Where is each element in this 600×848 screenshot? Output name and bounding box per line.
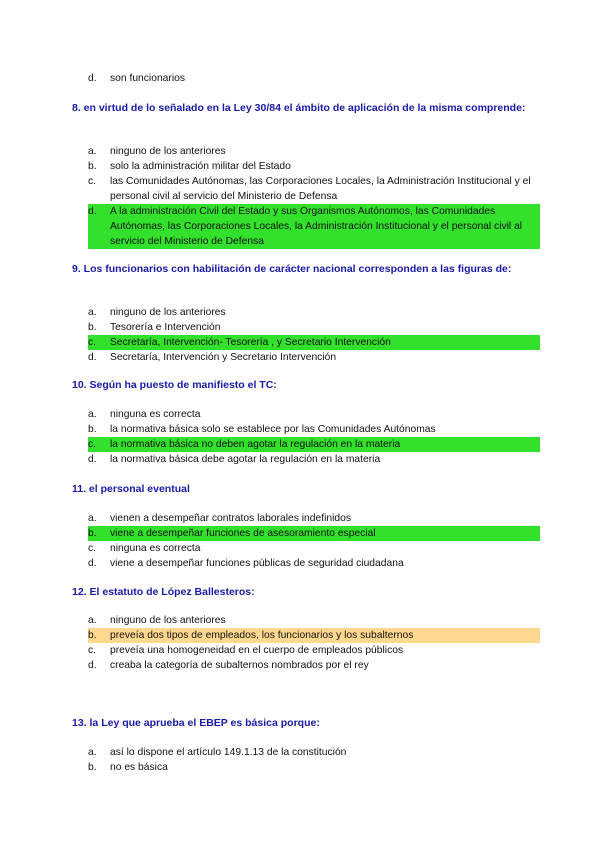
option-letter: a. <box>88 409 97 420</box>
option-letter: c. <box>88 645 97 656</box>
option-list-q11 <box>88 511 540 571</box>
question-11-title: 11. el personal eventual <box>72 483 190 495</box>
option-b <box>88 320 540 335</box>
option-letter: a. <box>88 747 97 758</box>
option-b <box>88 159 540 174</box>
option-c-correct <box>88 437 540 452</box>
option-a <box>88 613 540 628</box>
option-d <box>88 71 540 86</box>
option-list-q9 <box>88 305 540 365</box>
option-b <box>88 422 540 437</box>
option-text: Secretaría, Intervención- Tesorería , y Secretario Intervención <box>110 337 391 348</box>
option-letter: d. <box>88 73 97 84</box>
option-text: vienen a desempeñar contratos laborales indefinidos <box>110 513 351 524</box>
option-letter: c. <box>88 439 97 450</box>
option-b-selected <box>88 628 540 643</box>
option-letter: b. <box>88 161 97 172</box>
question-8-title: 8. en virtud de lo señalado en la Ley 30/84 el ámbito de aplicación de la misma comprende: <box>72 102 526 114</box>
option-d <box>88 350 540 365</box>
option-list-q10 <box>88 407 540 467</box>
option-text: preveía dos tipos de empleados, los funcionarios y los subalternos <box>110 630 414 641</box>
option-text: creaba la categoría de subalternos nombrados por el rey <box>110 660 369 671</box>
option-text: ninguno de los anteriores <box>110 146 226 157</box>
option-c <box>88 174 540 204</box>
option-d <box>88 556 540 571</box>
option-text: A la administración Civil del Estado y sus Organismos Autónomos, las Comunidades Autónomas, las Corporaciones Locales, la Administración Institucional y el personal civil al servicio del Ministerio de Defensa <box>110 206 523 247</box>
option-b <box>88 760 540 775</box>
option-letter: c. <box>88 176 97 187</box>
option-letter: b. <box>88 424 97 435</box>
option-list-q13 <box>88 745 540 775</box>
option-d <box>88 452 540 467</box>
option-d <box>88 658 540 673</box>
option-letter: d. <box>88 206 97 217</box>
option-text: Secretaría, Intervención y Secretario Intervención <box>110 352 337 363</box>
option-list-prev <box>88 71 540 86</box>
question-10-title: 10. Según ha puesto de manifiesto el TC: <box>72 379 277 391</box>
option-c <box>88 541 540 556</box>
option-letter: b. <box>88 322 97 333</box>
option-letter: d. <box>88 558 97 569</box>
option-letter: b. <box>88 528 97 539</box>
option-letter: a. <box>88 307 97 318</box>
option-text: ninguna es correcta <box>110 409 201 420</box>
option-letter: d. <box>88 454 97 465</box>
option-c <box>88 643 540 658</box>
option-text: no es básica <box>110 762 168 773</box>
option-letter: d. <box>88 352 97 363</box>
option-text: son funcionarios <box>110 73 185 84</box>
option-d-correct <box>88 204 540 249</box>
option-b-correct <box>88 526 540 541</box>
option-letter: a. <box>88 146 97 157</box>
option-letter: c. <box>88 543 97 554</box>
option-a <box>88 144 540 159</box>
option-letter: d. <box>88 660 97 671</box>
option-text: viene a desempeñar funciones de asesoramiento especial <box>110 528 376 539</box>
option-text: viene a desempeñar funciones públicas de seguridad ciudadana <box>110 558 404 569</box>
option-letter: b. <box>88 762 97 773</box>
option-c-correct <box>88 335 540 350</box>
option-text: las Comunidades Autónomas, las Corporaciones Locales, la Administración Institucional y el personal civil al servicio del Ministerio de Defensa <box>110 176 531 202</box>
option-list-q12 <box>88 613 540 673</box>
option-letter: b. <box>88 630 97 641</box>
option-text: la normativa básica solo se establece por las Comunidades Autónomas <box>110 424 436 435</box>
option-text: Tesorería e Intervención <box>110 322 221 333</box>
question-12-title: 12. El estatuto de López Ballesteros: <box>72 586 255 598</box>
option-letter: c. <box>88 337 97 348</box>
option-a <box>88 305 540 320</box>
option-letter: a. <box>88 513 97 524</box>
option-text: ninguna es correcta <box>110 543 201 554</box>
option-text: preveía una homogeneidad en el cuerpo de empleados públicos <box>110 645 404 656</box>
option-text: así lo dispone el artículo 149.1.13 de la constitución <box>110 747 347 758</box>
option-a <box>88 745 540 760</box>
option-a <box>88 511 540 526</box>
option-text: la normativa básica debe agotar la regulación en la materia <box>110 454 381 465</box>
option-text: ninguno de los anteriores <box>110 307 226 318</box>
option-text: ninguno de los anteriores <box>110 615 226 626</box>
option-list-q8 <box>88 144 540 249</box>
option-letter: a. <box>88 615 97 626</box>
option-text: la normativa básica no deben agotar la regulación en la materia <box>110 439 401 450</box>
question-13-title: 13. la Ley que aprueba el EBEP es básica porque: <box>72 717 320 729</box>
option-a <box>88 407 540 422</box>
question-9-title: 9. Los funcionarios con habilitación de carácter nacional corresponden a las figuras de: <box>72 263 512 275</box>
option-text: solo la administración militar del Estado <box>110 161 291 172</box>
